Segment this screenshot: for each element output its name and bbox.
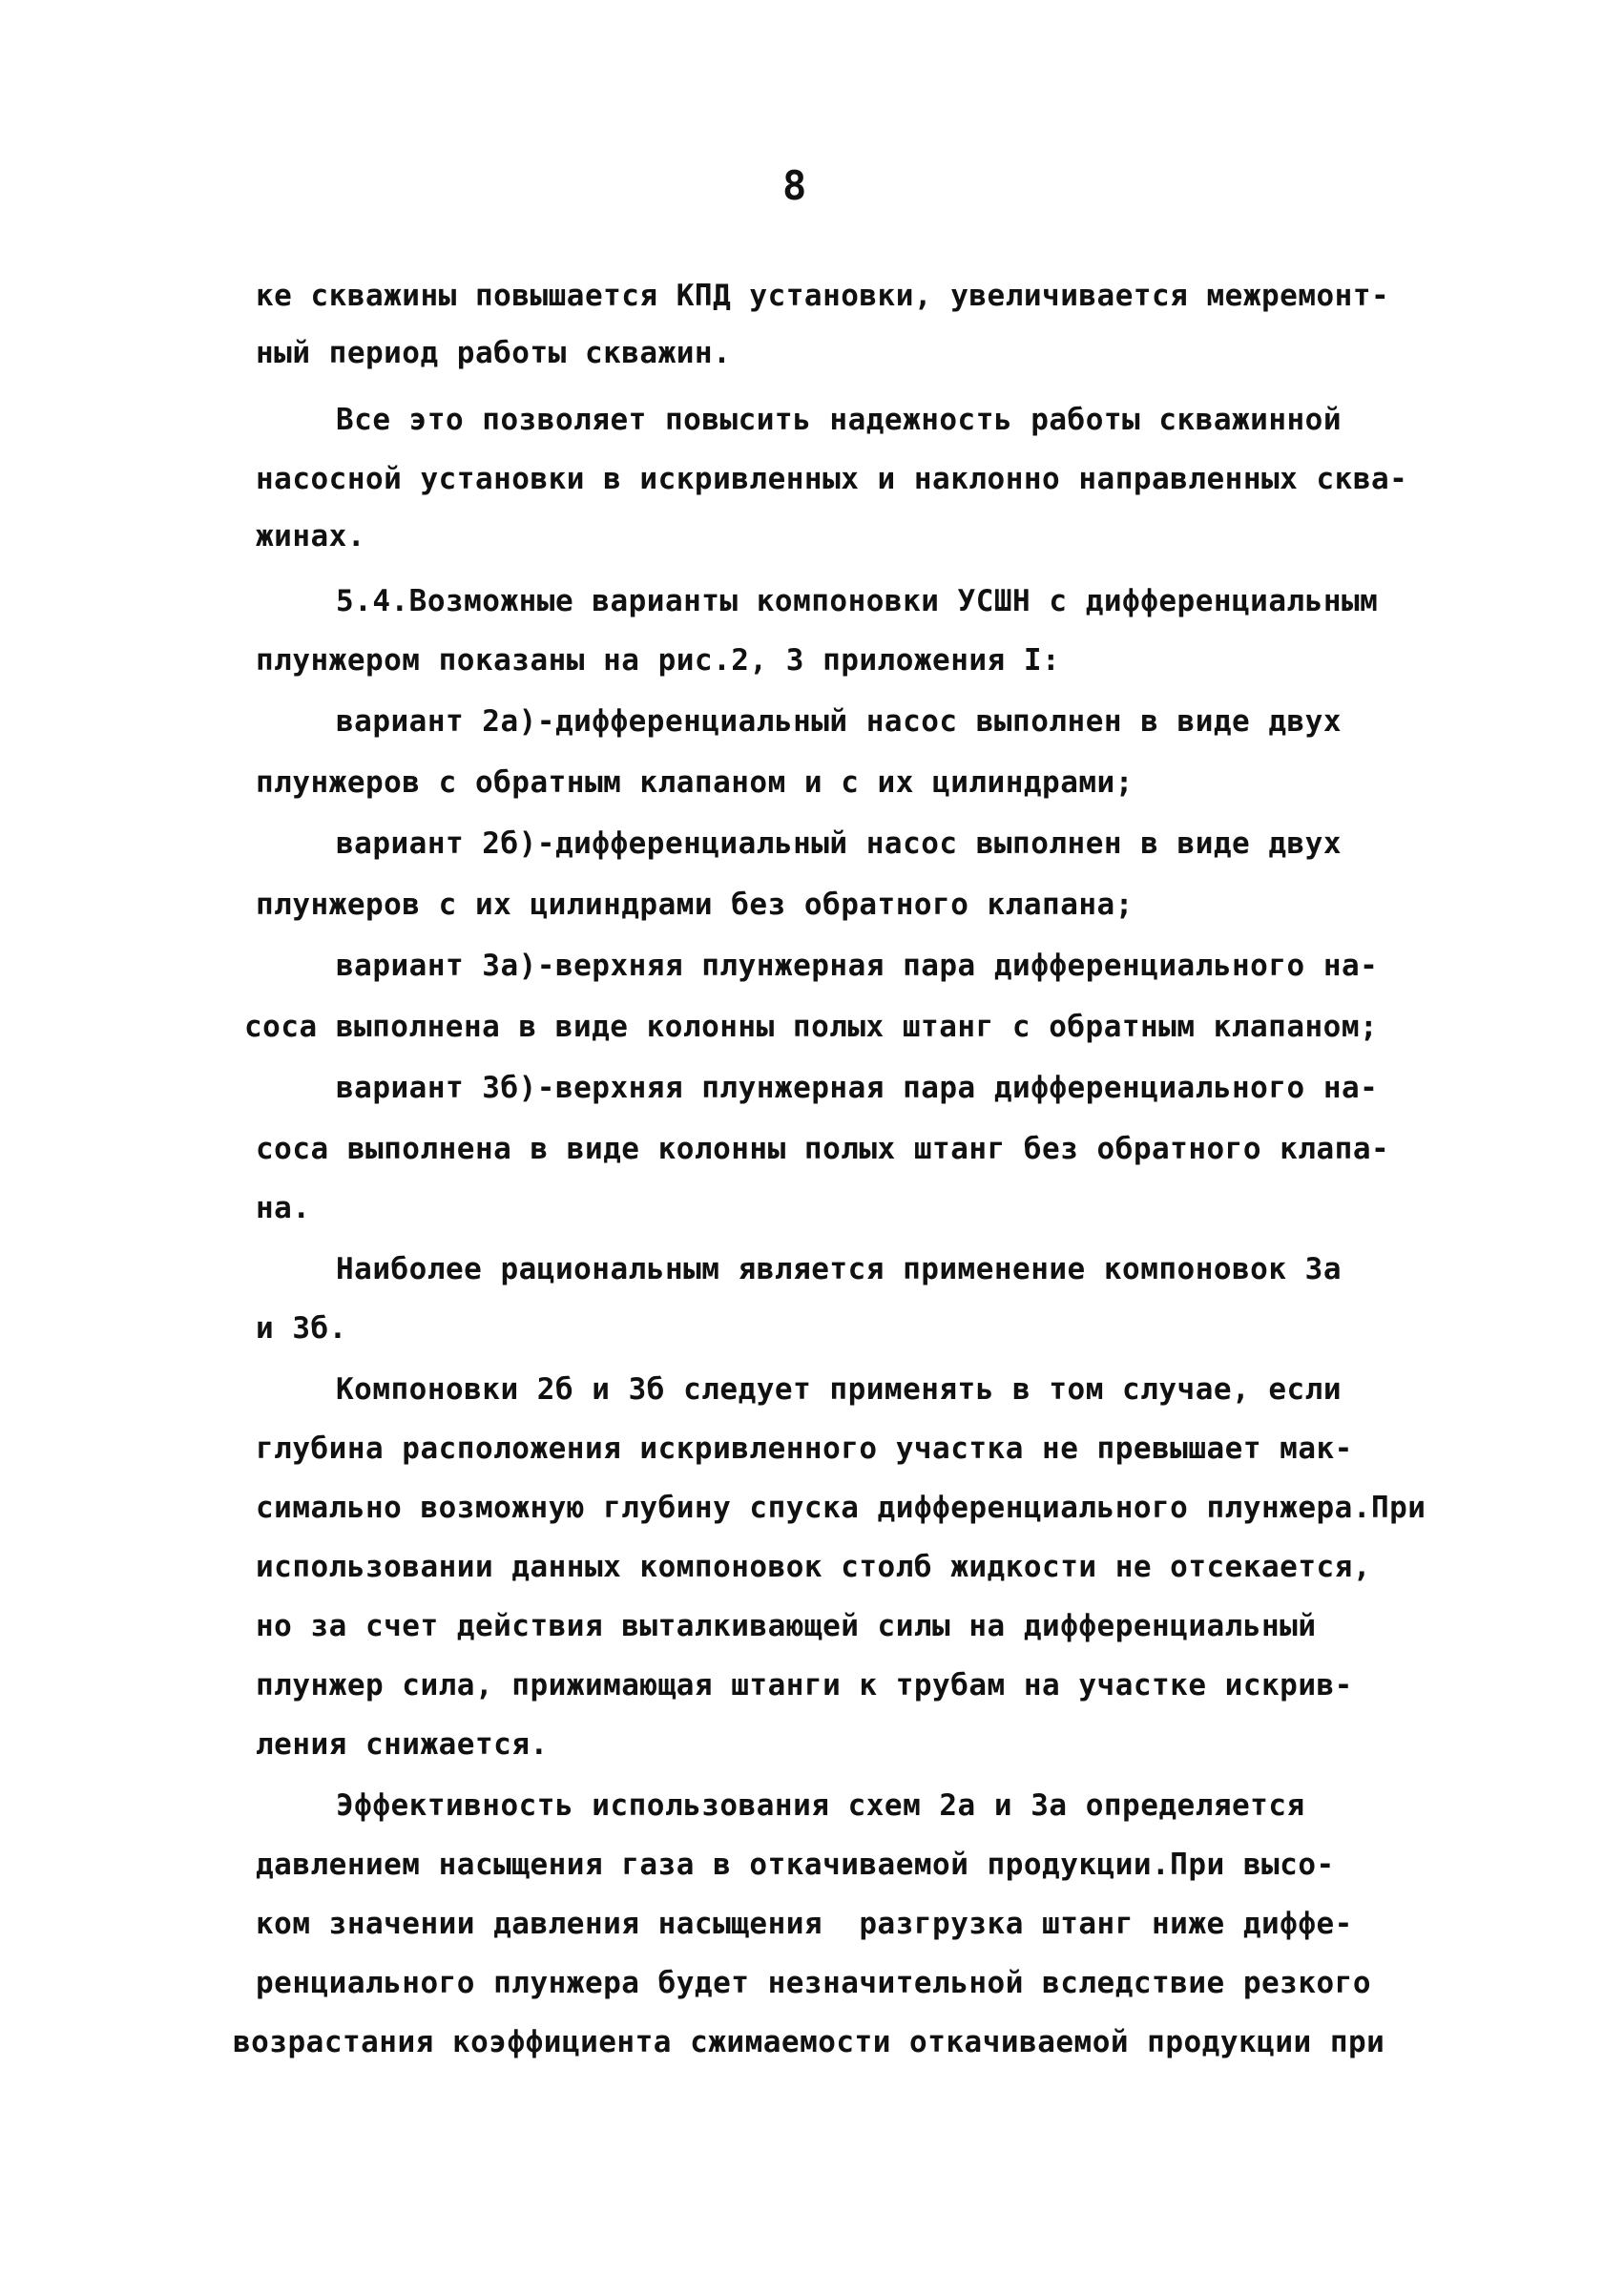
text-line: вариант 2б)-дифференциальный насос выполнен в виде двух: [336, 826, 1342, 861]
text-line: 5.4.Возможные варианты компоновки УСШН с дифференциальным: [336, 584, 1379, 618]
text-line: вариант 3а)-верхняя плунжерная пара дифференциального на-: [336, 949, 1379, 983]
text-line: Эффективность использования схем 2а и 3а определяется: [336, 1788, 1305, 1823]
text-line: соса выполнена в виде колонны полых штанг с обратным клапаном;: [244, 1010, 1379, 1044]
text-line: ке скважины повышается КПД установки, увеличивается межремонт-: [256, 279, 1390, 313]
page-number: 8: [782, 162, 808, 209]
text-line: плунжеров с обратным клапаном и с их цилиндрами;: [256, 765, 1134, 800]
text-line: соса выполнена в виде колонны полых штанг без обратного клапа-: [256, 1132, 1390, 1166]
text-line: Компоновки 2б и 3б следует применять в том случае, если: [336, 1372, 1342, 1407]
text-line: ком значении давления насыщения разгрузка штанг ниже диффе-: [256, 1907, 1353, 1941]
text-line: глубина расположения искривленного участка не превышает мак-: [256, 1431, 1353, 1466]
text-line: возрастания коэффициента сжимаемости откачиваемой продукции при: [233, 2025, 1385, 2059]
text-line: плунжером показаны на рис.2, 3 приложения I:: [256, 643, 1061, 678]
text-line: симально возможную глубину спуска дифференциального плунжера.При: [256, 1491, 1426, 1525]
text-line: вариант 3б)-верхняя плунжерная пара дифференциального на-: [336, 1071, 1379, 1105]
text-line: давлением насыщения газа в откачиваемой продукции.При высо-: [256, 1848, 1335, 1882]
text-line: плунжеров с их цилиндрами без обратного клапана;: [256, 888, 1134, 922]
text-line: использовании данных компоновок столб жидкости не отсекается,: [256, 1550, 1371, 1584]
text-line: ный период работы скважин.: [256, 336, 732, 370]
text-line: Наиболее рациональным является применение компоновок 3а: [336, 1252, 1342, 1286]
text-line: и 3б.: [256, 1311, 347, 1346]
text-line: на.: [256, 1191, 311, 1225]
text-line: Все это позволяет повысить надежность работы скважинной: [336, 403, 1342, 437]
text-line: насосной установки в искривленных и наклонно направленных сква-: [256, 462, 1408, 496]
text-line: жинах.: [256, 519, 365, 554]
text-line: ления снижается.: [256, 1727, 549, 1762]
text-line: плунжер сила, прижимающая штанги к трубам на участке искрив-: [256, 1668, 1353, 1703]
text-line: но за счет действия выталкивающей силы на дифференциальный: [256, 1609, 1317, 1643]
text-line: вариант 2а)-дифференциальный насос выполнен в виде двух: [336, 704, 1342, 739]
text-line: ренциального плунжера будет незначительной вследствие резкого: [256, 1966, 1371, 2000]
